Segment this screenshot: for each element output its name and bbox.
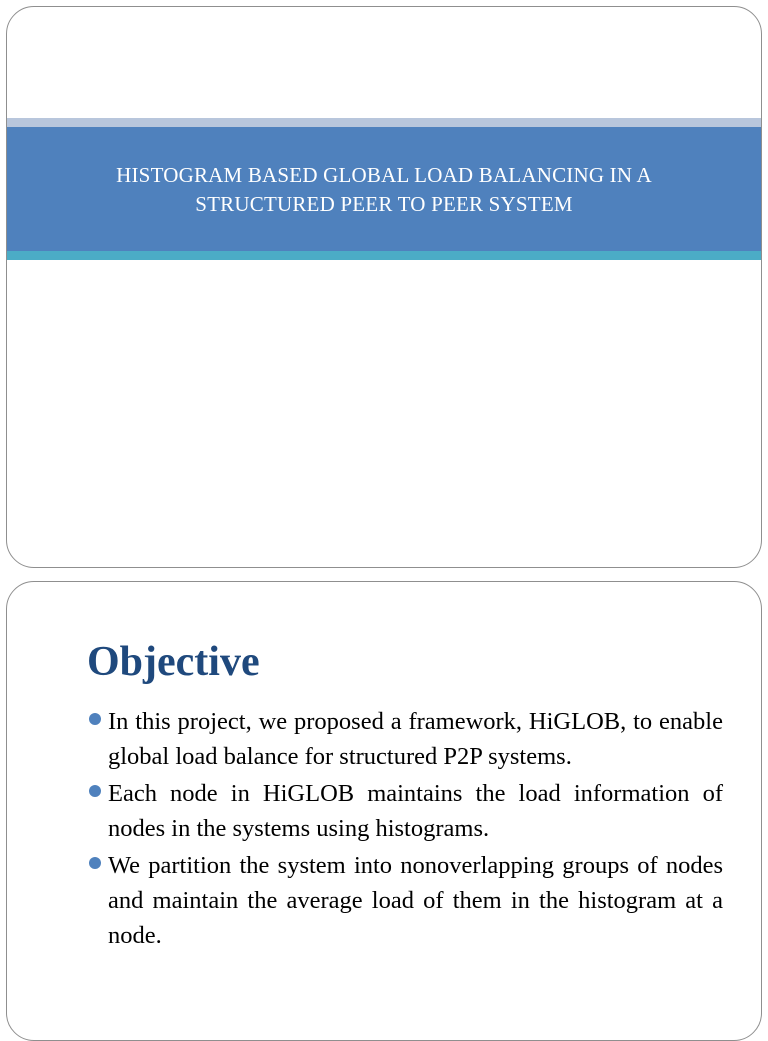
bullet-item (87, 704, 723, 774)
bullet-item (87, 848, 723, 953)
bullet-dot-icon (89, 713, 101, 725)
bullet-text: Each node in HiGLOB maintains the load information of nodes in the systems using histograms. (108, 780, 723, 842)
title-band-bottom-accent (7, 251, 761, 260)
title-band (7, 127, 761, 251)
bullet-dot-icon (89, 857, 101, 869)
slide-title: HISTOGRAM BASED GLOBAL LOAD BALANCING IN A STRUCTURED PEER TO PEER SYSTEM (116, 163, 652, 216)
bullet-list (87, 704, 723, 955)
objective-slide (6, 581, 762, 1041)
title-slide (6, 6, 762, 568)
slide-heading: Objective (87, 639, 260, 685)
bullet-text: In this project, we proposed a framework, HiGLOB, to enable global load balance for structured P2P systems. (108, 708, 723, 770)
title-band-top-accent (7, 118, 761, 127)
bullet-text: We partition the system into nonoverlapping groups of nodes and maintain the average load of them in the histogram at a node. (108, 852, 723, 949)
bullet-dot-icon (89, 785, 101, 797)
bullet-item (87, 776, 723, 846)
